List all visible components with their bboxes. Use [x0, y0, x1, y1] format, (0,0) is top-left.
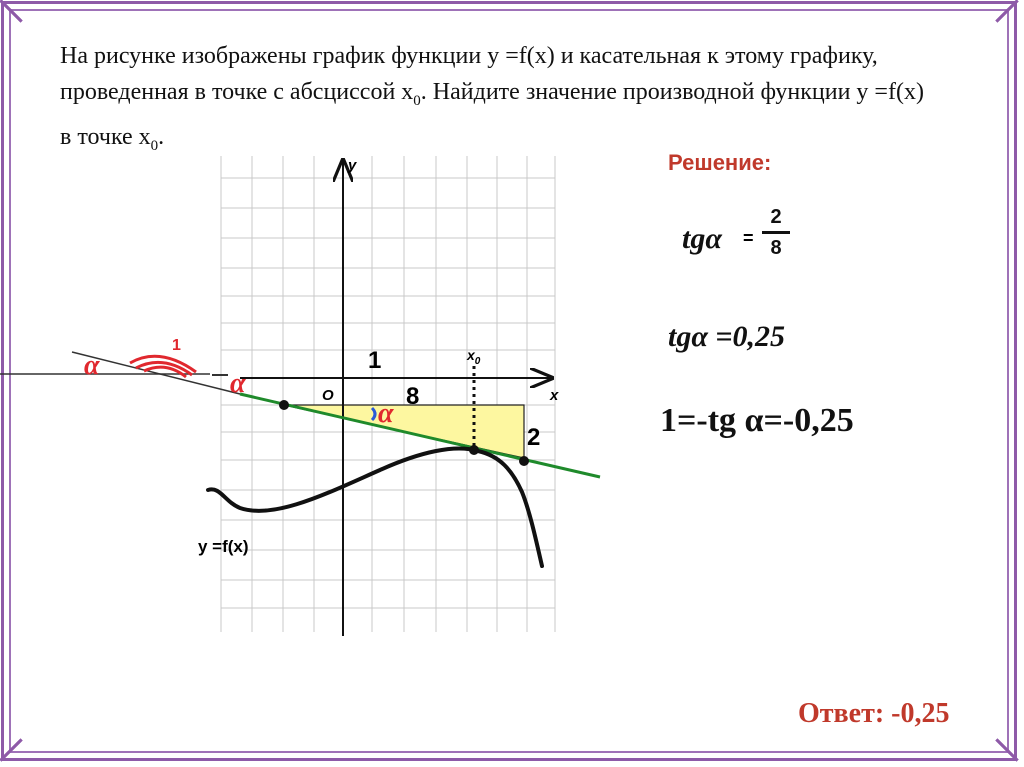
angle-label-tangent: α — [230, 368, 246, 399]
exterior-angle-number: 1 — [172, 337, 181, 354]
tg-value-line: tgα =0,25 — [668, 320, 786, 353]
problem-text-1: На рисунке изображены график функции y =f(x) и касательная к этому графику, проведенная в точке с абсциссой x — [60, 43, 878, 105]
equals-sign: = — [743, 228, 754, 248]
origin-label: O — [322, 387, 334, 404]
tangency-point — [469, 445, 479, 455]
fraction-denominator: 8 — [770, 237, 782, 259]
y-axis-label: y — [348, 157, 357, 174]
problem-text-3: . — [158, 123, 165, 150]
tangent-point-right — [519, 456, 529, 466]
result-line: 1=-tg α=-0,25 — [660, 402, 854, 439]
x0-label-main: x — [467, 347, 475, 363]
grid — [221, 156, 555, 632]
solution-title: Решение: — [668, 150, 772, 175]
problem-sub-1: 0 — [413, 92, 421, 109]
horizontal-leg-label: 8 — [406, 383, 420, 410]
function-label: y =f(x) — [198, 537, 249, 556]
tangent-point-left — [279, 400, 289, 410]
fraction-bar — [762, 231, 790, 234]
problem-sub-2: 0 — [150, 137, 159, 154]
unit-label: 1 — [368, 347, 382, 374]
fraction-numerator: 2 — [770, 206, 782, 228]
x-axis-label: x — [550, 387, 559, 404]
angle-label-exterior: α — [84, 350, 100, 381]
answer: Ответ: -0,25 — [798, 698, 950, 729]
angle-label-interior: α — [378, 398, 394, 429]
problem-text-2: . Найдите значение производной функции y =f(x) в точке x — [60, 79, 924, 150]
fraction — [762, 204, 790, 261]
x0-label-sub: 0 — [474, 356, 481, 367]
vertical-leg-label: 2 — [527, 424, 541, 451]
function-curve — [208, 448, 542, 566]
tg-alpha-label: tgα — [682, 222, 722, 255]
